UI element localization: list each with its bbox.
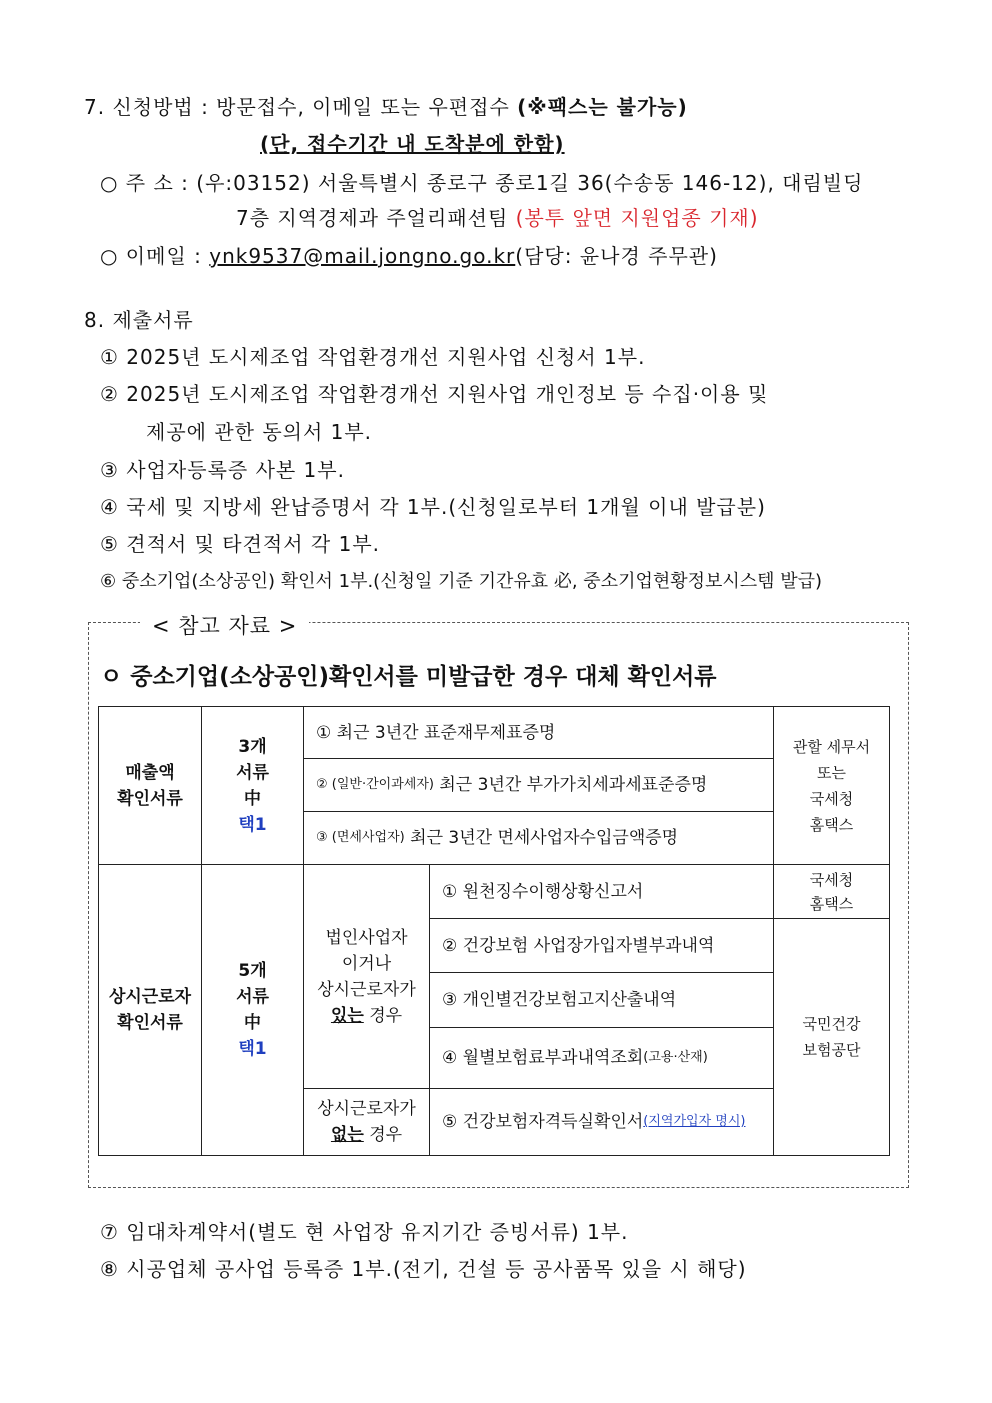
address-line2 bbox=[236, 205, 759, 231]
sales-doc-1 bbox=[303, 706, 774, 759]
reference-title: < 참고 자료 > bbox=[140, 612, 309, 640]
workers-issuer-1 bbox=[773, 864, 890, 919]
address-line1 bbox=[100, 170, 863, 196]
workers-doc-5-text: ⑤ 건강보험자격득실확인서 bbox=[442, 1112, 644, 1132]
sales-category-1: 매출액 bbox=[125, 762, 175, 783]
address-label: ○ 주 소 : bbox=[100, 171, 189, 195]
cond1-line1: 법인사업자 bbox=[325, 927, 408, 948]
workers-doc-4-text: ④ 월별보험료부과내역조회 bbox=[442, 1048, 644, 1068]
workers-condition-1 bbox=[303, 864, 430, 1089]
sales-issuer-1: 관할 세무서 bbox=[792, 737, 871, 756]
section7-heading bbox=[84, 94, 688, 120]
sales-doc-2-prefix: ② (일반·간이과세자) bbox=[316, 777, 434, 792]
doc-item-cont: 제공에 관한 동의서 1부. bbox=[146, 420, 373, 444]
section7-note: (단, 접수기간 내 도착분에 한함) bbox=[260, 132, 565, 156]
workers-doc-3-text: ③ 개인별건강보험고지산출내역 bbox=[442, 990, 677, 1010]
sales-doc-3-prefix: ③ (면세사업자) bbox=[316, 830, 405, 845]
section7-heading-text: 7. 신청방법 : 방문접수, 이메일 또는 우편접수 bbox=[84, 95, 510, 119]
workers-doc-1-text: ① 원천징수이행상황신고서 bbox=[442, 881, 644, 902]
sales-issuer-cell bbox=[773, 706, 890, 865]
sales-count-4: 택1 bbox=[238, 814, 267, 835]
workers-issuer-2 bbox=[773, 918, 890, 1156]
workers-category-1: 상시근로자 bbox=[108, 987, 192, 1007]
sales-count-3: 中 bbox=[244, 788, 261, 809]
cond1-line2: 이거나 bbox=[341, 953, 392, 974]
doc-item: ⑦ 임대차계약서(별도 현 사업장 유지기간 증빙서류) 1부. bbox=[100, 1220, 629, 1244]
cond2-line2-emph: 없는 bbox=[330, 1125, 364, 1145]
sales-category-cell bbox=[98, 706, 202, 865]
issuer1-line2: 홈택스 bbox=[809, 894, 854, 913]
cond1-line3: 상시근로자가 bbox=[317, 979, 416, 1000]
sales-issuer-2: 또는 bbox=[817, 763, 846, 782]
issuer2-line1: 국민건강 bbox=[802, 1015, 861, 1033]
cond2-line1: 상시근로자가 bbox=[317, 1099, 416, 1119]
doc-item: ④ 국세 및 지방세 완납증명서 각 1부.(신청일로부터 1개월 이내 발급분) bbox=[100, 495, 766, 519]
sales-category-2: 확인서류 bbox=[117, 788, 183, 809]
fax-note: (※팩스는 불가능) bbox=[517, 95, 688, 119]
sales-doc-1-text: ① 최근 3년간 표준재무제표증명 bbox=[316, 722, 556, 743]
cond1-line4 bbox=[331, 1003, 402, 1029]
doc-item: ③ 사업자등록증 사본 1부. bbox=[100, 458, 345, 482]
workers-doc-2 bbox=[429, 918, 774, 973]
workers-doc-2-text: ② 건강보험 사업장가입자별부과내역 bbox=[442, 935, 715, 956]
sales-count-1: 3개 bbox=[238, 736, 267, 757]
doc-item: ⑧ 시공업체 공사업 등록증 1부.(전기, 건설 등 공사품목 있을 시 해당) bbox=[100, 1257, 747, 1281]
cond2-line2-rest: 경우 bbox=[363, 1125, 403, 1145]
workers-doc-4-suffix: (고용·산재) bbox=[643, 1050, 708, 1065]
sales-count-2: 서류 bbox=[236, 762, 269, 783]
workers-doc-3 bbox=[429, 972, 774, 1028]
workers-doc-4 bbox=[429, 1027, 774, 1089]
workers-count-cell bbox=[201, 864, 304, 1156]
envelope-note: (봉투 앞면 지원업종 기재) bbox=[515, 206, 759, 230]
email-contact: (담당: 윤나경 주무관) bbox=[515, 244, 718, 268]
sales-count-cell bbox=[201, 706, 304, 865]
doc-item: ② 2025년 도시제조업 작업환경개선 지원사업 개인정보 등 수집·이용 및 bbox=[100, 382, 769, 406]
workers-condition-2 bbox=[303, 1088, 430, 1156]
address-text-2: 7층 지역경제과 주얼리패션팀 bbox=[236, 206, 509, 230]
sales-issuer-4: 홈택스 bbox=[809, 815, 854, 834]
doc-item: ① 2025년 도시제조업 작업환경개선 지원사업 신청서 1부. bbox=[100, 345, 646, 369]
email-label: ○ 이메일 : bbox=[100, 244, 202, 268]
issuer1-line1: 국세청 bbox=[809, 870, 854, 889]
email-line bbox=[100, 243, 718, 269]
workers-count-3: 中 bbox=[244, 1013, 261, 1033]
sales-doc-3 bbox=[303, 811, 774, 865]
workers-category-cell bbox=[98, 864, 202, 1156]
sales-doc-2-text: 최근 3년간 부가가치세과세표준증명 bbox=[439, 775, 708, 795]
reference-subheading: ㅇ 중소기업(소상공인)확인서를 미발급한 경우 대체 확인서류 bbox=[100, 664, 717, 690]
workers-doc-5 bbox=[429, 1088, 774, 1156]
workers-count-2: 서류 bbox=[236, 987, 269, 1007]
email-link[interactable]: ynk9537@mail.jongno.go.kr bbox=[209, 244, 516, 268]
cond1-line4-emph: 있는 bbox=[330, 1005, 364, 1026]
workers-count-1: 5개 bbox=[238, 961, 267, 981]
address-text: (우:03152) 서울특별시 종로구 종로1길 36(수송동 146-12), 대림빌딩 bbox=[196, 171, 864, 195]
workers-category-2: 확인서류 bbox=[117, 1013, 183, 1033]
cond2-line2 bbox=[331, 1122, 402, 1148]
issuer2-line2: 보험공단 bbox=[802, 1041, 861, 1059]
section8-heading: 8. 제출서류 bbox=[84, 308, 194, 332]
sales-doc-3-text: 최근 3년간 면세사업자수입금액증명 bbox=[410, 828, 679, 848]
sales-doc-2 bbox=[303, 758, 774, 812]
workers-doc-1 bbox=[429, 864, 774, 919]
doc-item: ⑥ 중소기업(소상공인) 확인서 1부.(신청일 기준 기간유효 必, 중소기업현황정보시스템 발급) bbox=[100, 571, 823, 592]
cond1-line4-rest: 경우 bbox=[363, 1005, 403, 1026]
doc-item: ⑤ 견적서 및 타견적서 각 1부. bbox=[100, 532, 380, 556]
workers-doc-5-suffix: (지역가입자 명시) bbox=[643, 1114, 746, 1129]
sales-issuer-3: 국세청 bbox=[809, 789, 854, 808]
workers-count-4: 택1 bbox=[238, 1039, 267, 1059]
